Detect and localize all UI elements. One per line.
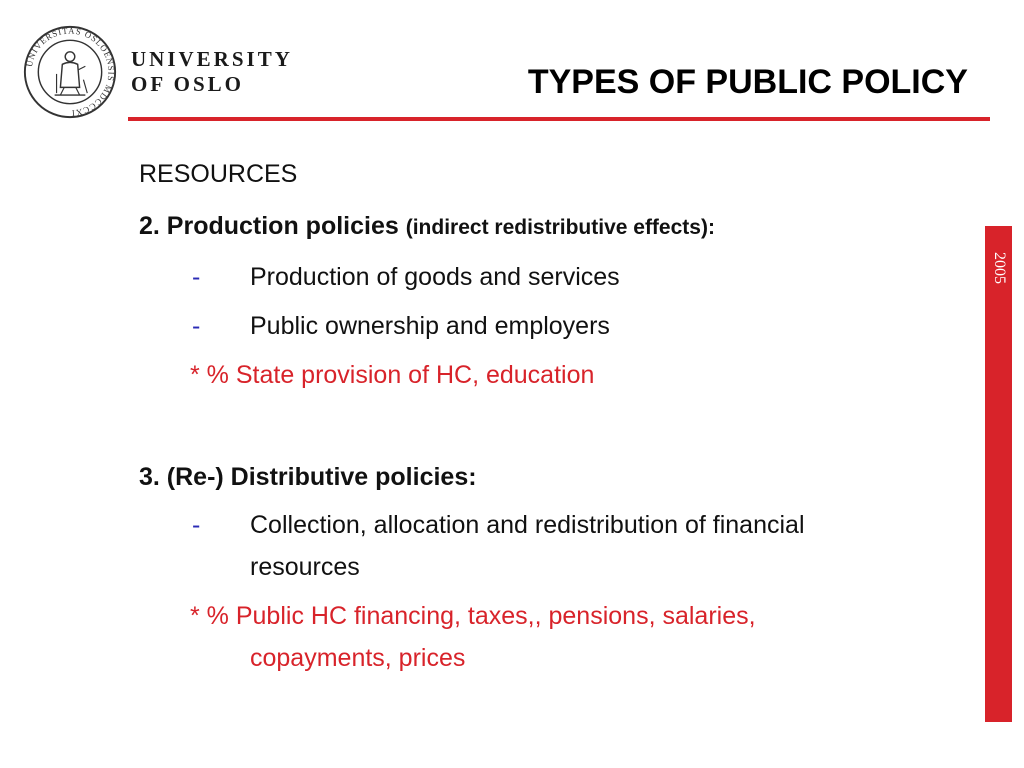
university-seal-logo bbox=[22, 24, 118, 120]
bullet-marker: - bbox=[192, 312, 201, 340]
year-text: 2005 bbox=[990, 252, 1008, 284]
item2-bullet-1: Production of goods and services bbox=[250, 263, 620, 291]
item3-note-line-1: * % Public HC financing, taxes,, pensions, salaries, bbox=[190, 602, 756, 630]
item3-bullet-line-2: resources bbox=[250, 553, 360, 581]
item2-bullet-2: Public ownership and employers bbox=[250, 312, 610, 340]
logo-line-2: OF OSLO bbox=[131, 72, 244, 96]
item2-qualifier: (indirect redistributive effects): bbox=[405, 216, 715, 239]
bullet-marker: - bbox=[192, 511, 201, 539]
svg-text:UNIVERSITAS OSLOENSIS MDCCCXI: UNIVERSITAS OSLOENSIS MDCCCXI bbox=[23, 25, 117, 119]
item3-heading: 3. (Re-) Distributive policies: bbox=[139, 463, 477, 491]
item2-heading: 2. Production policies bbox=[139, 212, 399, 240]
title-divider bbox=[128, 117, 990, 121]
slide-title: TYPES OF PUBLIC POLICY bbox=[527, 63, 968, 101]
section-heading: RESOURCES bbox=[139, 160, 298, 188]
item3-note-line-2: copayments, prices bbox=[250, 644, 466, 672]
university-name-logo bbox=[131, 47, 293, 97]
year-label bbox=[985, 226, 1012, 310]
item3-bullet-line-1: Collection, allocation and redistribution of financial bbox=[250, 511, 805, 539]
bullet-marker: - bbox=[192, 263, 201, 291]
item2-heading-line bbox=[139, 211, 715, 243]
item2-note: * % State provision of HC, education bbox=[190, 361, 595, 389]
logo-line-1: UNIVERSITY bbox=[131, 47, 293, 71]
